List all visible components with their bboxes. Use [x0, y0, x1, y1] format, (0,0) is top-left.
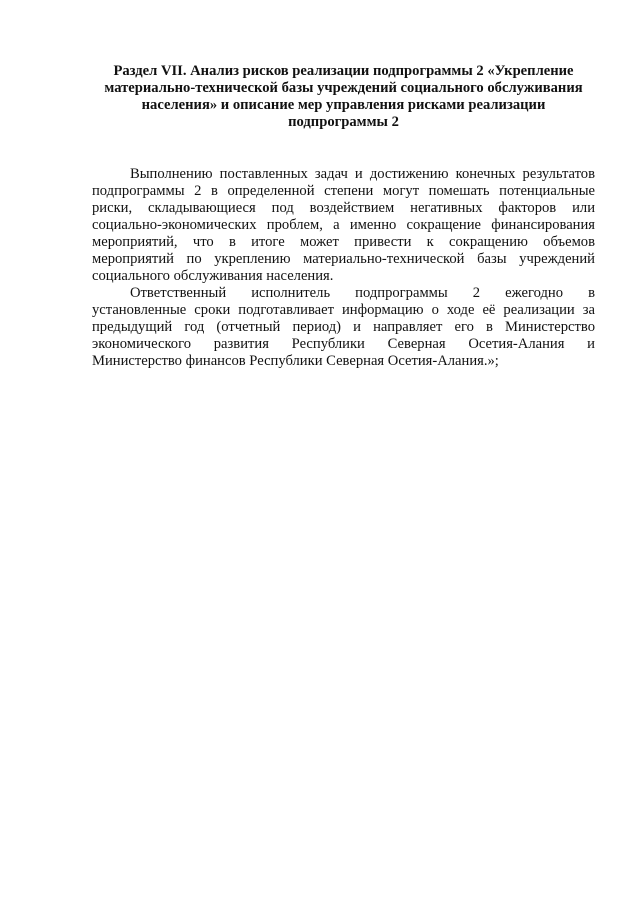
body-text	[92, 166, 595, 370]
heading-line: Раздел VII. Анализ рисков реализации подпрограммы 2 «Укрепление	[113, 63, 574, 79]
paragraph-line: установленные сроки подготавливает информацию о ходе её реализации за	[92, 302, 595, 318]
paragraph-line: мероприятий по укреплению материально-технической базы учреждений	[92, 251, 595, 267]
paragraph-line: социально-экономических проблем, а именно сокращение финансирования	[92, 217, 595, 233]
paragraph-line: социального обслуживания населения.	[92, 268, 334, 284]
paragraph-line: риски, складывающиеся под воздействием негативных факторов или	[92, 200, 595, 216]
paragraph-line: подпрограммы 2 в определенной степени могут помешать потенциальные	[92, 183, 595, 199]
paragraph-line: мероприятий, что в итоге может привести к сокращению объемов	[92, 234, 595, 250]
paragraph-risks	[92, 166, 595, 285]
paragraph-reporting	[92, 285, 595, 370]
paragraph-line: Министерство финансов Республики Северная Осетия-Алания.»;	[92, 353, 499, 369]
heading-line: населения» и описание мер управления рисками реализации	[141, 97, 546, 113]
paragraph-line: предыдущий год (отчетный период) и направляет его в Министерство	[92, 319, 595, 335]
section-heading	[92, 63, 595, 131]
paragraph-line: экономического развития Республики Северная Осетия-Алания и	[92, 336, 595, 352]
paragraph-line: Выполнению поставленных задач и достижению конечных результатов	[130, 166, 595, 182]
heading-line: материально-технической базы учреждений социального обслуживания	[104, 80, 583, 96]
heading-line: подпрограммы 2	[288, 114, 399, 130]
paragraph-line: Ответственный исполнитель подпрограммы 2 ежегодно в	[130, 285, 595, 301]
